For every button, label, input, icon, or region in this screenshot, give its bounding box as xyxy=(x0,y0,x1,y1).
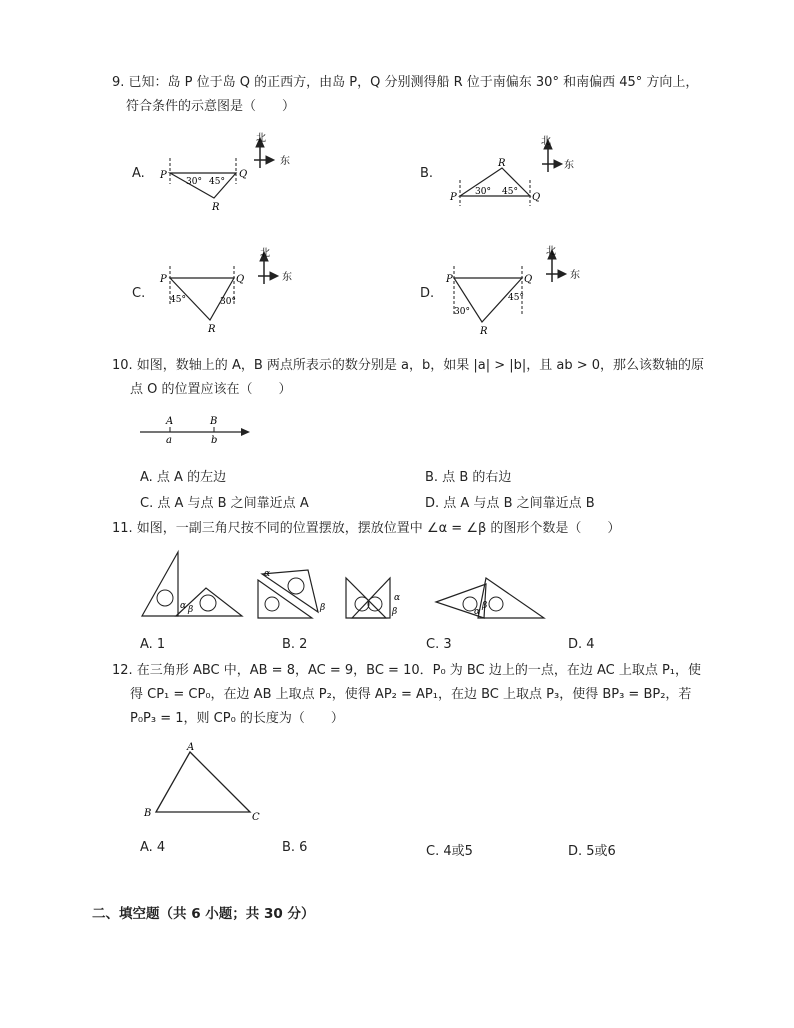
compass-north-label: 北 xyxy=(256,133,266,144)
q11-figure-4 xyxy=(432,574,548,622)
q9-figure-d xyxy=(440,240,600,336)
label-r: R xyxy=(498,158,506,169)
q12-text-line1: 12. 在三角形 ABC 中，AB = 8，AC = 9，BC = 10．P₀ 为 BC 边上的一点，在边 AC 上取点 P₁，使 xyxy=(112,663,702,678)
angle-30: 30° xyxy=(454,307,470,317)
compass-east-label: 东 xyxy=(280,156,290,167)
q9-option-c[interactable]: C. xyxy=(132,286,146,301)
vertex-b-label: B xyxy=(144,808,152,819)
q9-text-line1: 9. 已知：岛 P 位于岛 Q 的正西方，由岛 P，Q 分别测得船 R 位于南偏东 30° 和南偏西 45° 方向上， xyxy=(112,75,699,90)
q12-triangle-figure xyxy=(140,740,270,824)
q11-option-c[interactable]: C. 3 xyxy=(426,637,452,652)
beta-label: β xyxy=(482,601,488,611)
angle-45: 45° xyxy=(170,295,186,305)
q9-figure-a xyxy=(150,128,310,214)
alpha-label: α xyxy=(394,593,401,603)
q10-option-a[interactable]: A. 点 A 的左边 xyxy=(140,470,227,485)
q9-option-a[interactable]: A. xyxy=(132,166,145,181)
vertex-a-label: A xyxy=(187,742,195,753)
q9-option-d[interactable]: D. xyxy=(420,286,435,301)
q11-figure-1 xyxy=(136,548,248,620)
q11-text-line1: 11. 如图，一副三角尺按不同的位置摆放，摆放位置中 ∠α = ∠β 的图形个数是（ ） xyxy=(112,521,621,536)
angle-30: 30° xyxy=(475,187,491,197)
q9-option-b[interactable]: B. xyxy=(420,166,434,181)
value-b-label: b xyxy=(211,435,218,446)
q12-option-a[interactable]: A. 4 xyxy=(140,840,166,855)
label-p: P xyxy=(160,274,167,285)
angle-30: 30° xyxy=(220,297,236,307)
label-q: Q xyxy=(524,274,533,285)
q11-figure-3 xyxy=(342,570,412,622)
arrow-right-icon xyxy=(241,428,250,436)
label-q: Q xyxy=(236,274,245,285)
q12-text-line3: P₀P₃ = 1，则 CP₀ 的长度为（ ） xyxy=(130,711,344,726)
beta-label: β xyxy=(188,605,194,615)
q12-option-d[interactable]: D. 5或6 xyxy=(568,844,616,859)
compass-north-label: 北 xyxy=(541,136,551,147)
q10-text-line2: 点 O 的位置应该在（ ） xyxy=(130,382,292,397)
beta-label: β xyxy=(392,607,398,617)
compass-north-label: 北 xyxy=(546,246,556,257)
q12-option-b[interactable]: B. 6 xyxy=(282,840,308,855)
value-a-label: a xyxy=(166,435,172,446)
angle-30: 30° xyxy=(186,177,202,187)
q9-figure-c xyxy=(150,240,310,336)
q11-option-d[interactable]: D. 4 xyxy=(568,637,595,652)
label-r: R xyxy=(208,324,216,335)
label-q: Q xyxy=(532,192,541,203)
label-q: Q xyxy=(239,169,248,180)
point-a-label: A xyxy=(166,416,174,427)
label-p: P xyxy=(450,192,457,203)
beta-label: β xyxy=(320,603,326,613)
label-r: R xyxy=(480,326,488,336)
vertex-c-label: C xyxy=(252,812,260,823)
q10-text-line1: 10. 如图，数轴上的 A，B 两点所表示的数分别是 a，b，如果 |a| > |b|，且 ab > 0，那么该数轴的原 xyxy=(112,358,705,373)
alpha-label: α xyxy=(474,607,481,617)
compass-east-label: 东 xyxy=(282,272,292,283)
q11-option-b[interactable]: B. 2 xyxy=(282,637,308,652)
q10-option-c[interactable]: C. 点 A 与点 B 之间靠近点 A xyxy=(140,496,309,511)
compass-east-label: 东 xyxy=(570,270,580,281)
q10-number-line xyxy=(138,412,258,446)
q10-option-b[interactable]: B. 点 B 的右边 xyxy=(425,470,512,485)
label-r: R xyxy=(212,202,220,213)
q10-option-d[interactable]: D. 点 A 与点 B 之间靠近点 B xyxy=(425,496,595,511)
q9-figure-b xyxy=(440,128,600,214)
q12-text-line2: 得 CP₁ = CP₀，在边 AB 上取点 P₂，使得 AP₂ = AP₁，在边 BC 上取点 P₃，使得 BP₃ = BP₂，若 xyxy=(130,687,692,702)
alpha-label: α xyxy=(264,569,271,579)
compass-north-label: 北 xyxy=(260,248,270,259)
section-title-fill-in: 二、填空题（共 6 小题；共 30 分） xyxy=(92,906,315,922)
angle-45: 45° xyxy=(508,293,524,303)
q9-text-line2: 符合条件的示意图是（ ） xyxy=(126,99,296,114)
alpha-label: α xyxy=(180,601,187,611)
angle-45: 45° xyxy=(209,177,225,187)
q12-option-c[interactable]: C. 4或5 xyxy=(426,844,473,859)
q11-option-a[interactable]: A. 1 xyxy=(140,637,166,652)
compass-east-label: 东 xyxy=(564,160,574,171)
label-p: P xyxy=(160,170,167,181)
angle-45: 45° xyxy=(502,187,518,197)
label-p: P xyxy=(446,274,453,285)
point-b-label: B xyxy=(210,416,218,427)
q11-figure-2 xyxy=(252,560,332,622)
